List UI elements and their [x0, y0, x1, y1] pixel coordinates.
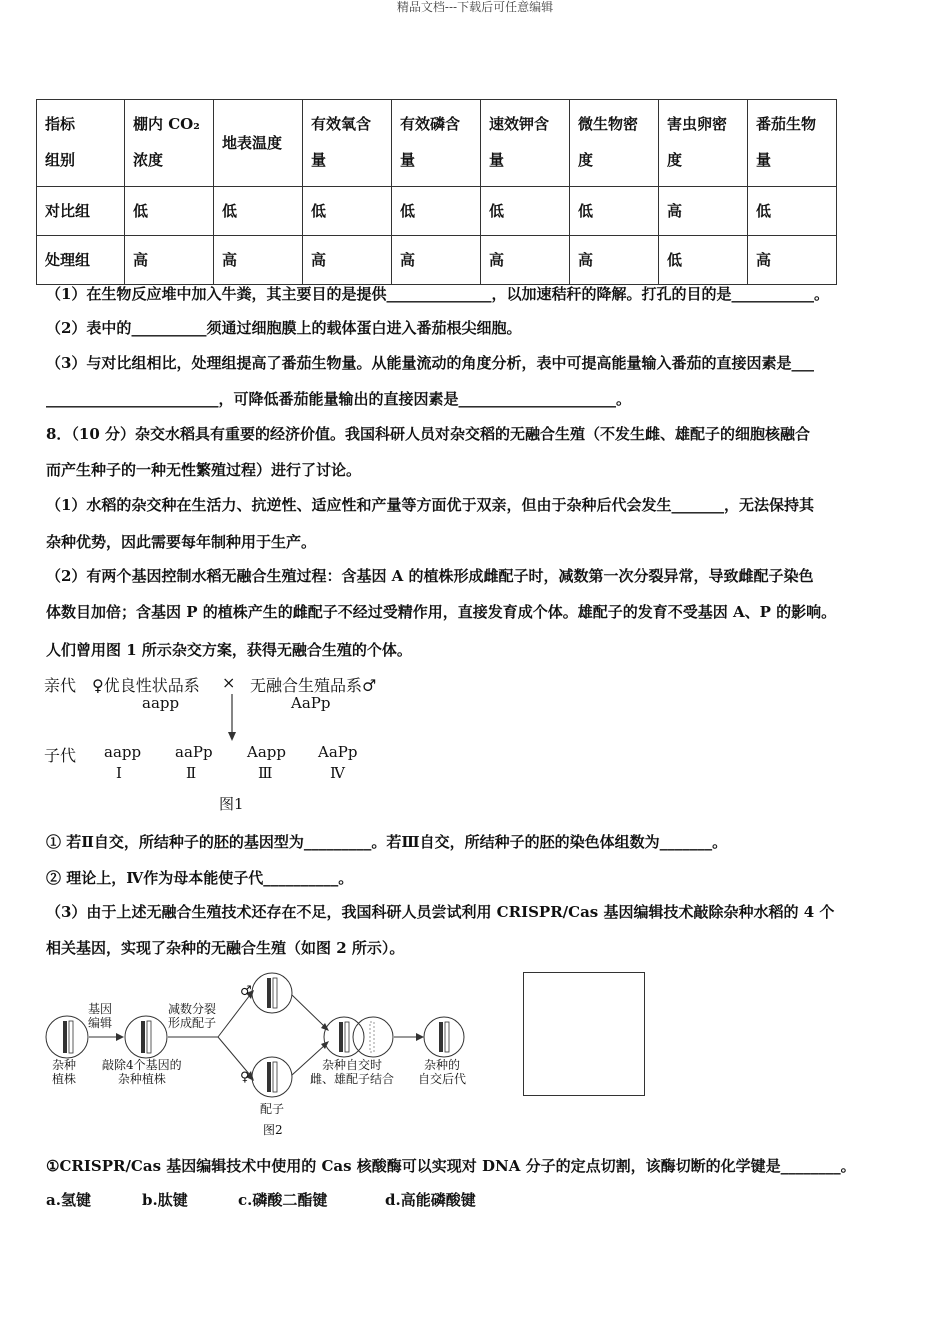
fig1-numeral: Ⅲ [258, 764, 273, 782]
option-d: d.高能磷酸键 [385, 1191, 476, 1209]
cell-text: 有效氧含 [311, 115, 372, 133]
fig1-male: 无融合生殖品系♂ [250, 676, 377, 695]
table-cell: 对比组 [37, 187, 125, 236]
table-cell: 高 [570, 236, 659, 285]
cell-text: 浓度 [133, 151, 164, 169]
fig2-male-symbol: ♂ [240, 984, 252, 999]
cell-text: 指标 [45, 115, 76, 133]
question-8-2-cont: 体数目加倍；含基因 P 的植株产生的雌配子不经过受精作用，直接发育成个体。雄配子的发育不受基因 A、P 的影响。 [46, 603, 837, 621]
option-b: b.肽键 [142, 1191, 188, 1209]
table-cell: 高 [303, 236, 392, 285]
table-cell: 高 [748, 236, 837, 285]
question-8-2: （2）有两个基因控制水稻无融合生殖过程：含基因 A 的植株形成雌配子时，减数第一次分裂异常，导致雌配子染色 [46, 567, 814, 585]
table-row [37, 187, 837, 236]
cell-text: 量 [311, 151, 327, 169]
page-header: 精品文档---下载后可任意编辑 [396, 0, 554, 14]
fig2-offspring-label [418, 1058, 466, 1086]
question-8-3-cont: 相关基因，实现了杂种的无融合生殖（如图 2 所示）。 [46, 939, 405, 957]
fig1-child-genotype: aaPp [175, 743, 213, 761]
fig2-female-symbol: ♀ [240, 1070, 250, 1085]
fig2-step1-label [88, 1002, 112, 1030]
header-cell [392, 100, 481, 187]
table-cell: 低 [481, 187, 570, 236]
fig1-child-genotype: AaPp [318, 743, 358, 761]
question-8-intro: 8．（10 分）杂交水稻具有重要的经济价值。我国科研人员对杂交稻的无融合生殖（不发生雌、雄配子的细胞核融合 [46, 425, 811, 443]
fig1-child-label: 子代 [44, 746, 77, 765]
table-cell: 低 [570, 187, 659, 236]
table-cell: 高 [659, 187, 748, 236]
fig1-caption: 图1 [219, 795, 244, 813]
cell-text: 有效磷含 [400, 115, 461, 133]
fig1-child-genotype: aapp [104, 743, 142, 761]
cell-text: 地表温度 [222, 134, 283, 152]
table-cell: 低 [125, 187, 214, 236]
cell-text: 量 [756, 151, 772, 169]
header-cell [748, 100, 837, 187]
fig2-edited-label [102, 1058, 182, 1086]
cell-hybrid [46, 1016, 88, 1058]
cell-text: 组别 [45, 151, 76, 169]
cell-text: 番茄生物 [756, 115, 817, 133]
fig2-caption: 图2 [263, 1123, 283, 1137]
question-7-2: （2）表中的__________须通过细胞膜上的载体蛋白进入番茄根尖细胞。 [46, 319, 522, 337]
question-8-1: （1）水稻的杂交种在生活力、抗逆性、适应性和产量等方面优于双亲，但由于杂种后代会发生_______，无法保持其 [46, 496, 814, 514]
cell-offspring [424, 1017, 464, 1057]
fig1-female: ♀优良性状品系 [92, 676, 200, 695]
header-cell [481, 100, 570, 187]
fig1-parent-label: 亲代 [44, 676, 77, 695]
label-text: 杂种自交时 [322, 1058, 383, 1072]
cell-text: 量 [400, 151, 416, 169]
cell-female-gamete [252, 1057, 292, 1097]
cell-text: 速效钾含 [489, 115, 550, 133]
label-text: 杂种植株 [117, 1072, 166, 1086]
table-cell: 低 [392, 187, 481, 236]
fig1-cross: × [222, 673, 236, 692]
table-cell: 处理组 [37, 236, 125, 285]
cell-text: 害虫卵密 [667, 115, 728, 133]
cell-text: 度 [667, 151, 683, 169]
question-8-2-cont2: 人们曾用图 1 所示杂交方案，获得无融合生殖的个体。 [46, 641, 412, 659]
label-text: 雌、雄配子结合 [310, 1072, 395, 1086]
question-7-1: （1）在生物反应堆中加入牛粪，其主要目的是提供______________，以加速秸秆的降解。打孔的目的是___________。 [46, 285, 829, 303]
label-text: 基因 [88, 1002, 113, 1016]
cell-text: 度 [578, 151, 594, 169]
fig1-numeral: Ⅳ [330, 764, 345, 782]
label-text: 杂种的 [424, 1058, 461, 1072]
cell-text: 微生物密 [578, 115, 639, 133]
cell-edited [125, 1016, 167, 1058]
question-8-3: （3）由于上述无融合生殖技术还存在不足，我国科研人员尝试利用 CRISPR/Cas 基因编辑技术敲除杂种水稻的 4 个 [46, 903, 835, 921]
table-cell: 高 [481, 236, 570, 285]
question-8-1-cont: 杂种优势，因此需要每年制种用于生产。 [46, 533, 317, 551]
question-8-2-sub1: ① 若Ⅱ自交，所结种子的胚的基因型为_________。若Ⅲ自交，所结种子的胚的染色体组数为_______。 [46, 833, 728, 851]
table-cell: 高 [214, 236, 303, 285]
label-text: 形成配子 [168, 1016, 217, 1030]
table-cell: 低 [659, 236, 748, 285]
header-cell [214, 100, 303, 187]
fig1-male-genotype: AaPp [291, 694, 331, 712]
table-cell: 高 [392, 236, 481, 285]
fig1-numeral: Ⅰ [116, 764, 122, 782]
cell-fusion [324, 1017, 393, 1057]
cell-male-gamete [252, 973, 292, 1013]
empty-figure-box [523, 972, 645, 1096]
label-text: 植株 [52, 1072, 77, 1086]
label-text: 敲除4个基因的 [102, 1058, 182, 1072]
fig2-step2-label [168, 1002, 216, 1030]
header-cell [570, 100, 659, 187]
label-text: 减数分裂 [168, 1002, 217, 1016]
header-cell [303, 100, 392, 187]
table-cell: 低 [214, 187, 303, 236]
fig2-fusion-label [310, 1058, 394, 1086]
question-7-3: （3）与对比组相比，处理组提高了番茄生物量。从能量流动的角度分析，表中可提高能量输入番茄的直接因素是___ [46, 354, 814, 372]
fig2-gamete-label: 配子 [260, 1102, 285, 1116]
table-header-row [37, 100, 837, 187]
question-8-3-sub1: ①CRISPR/Cas 基因编辑技术中使用的 Cas 核酸酶可以实现对 DNA 分子的定点切割，该酶切断的化学键是________。 [46, 1157, 856, 1175]
fig1-child-genotype: Aapp [247, 743, 286, 761]
question-8-intro-cont: 而产生种子的一种无性繁殖过程）进行了讨论。 [46, 461, 362, 479]
cell-text: 棚内 CO₂ [133, 115, 200, 133]
label-text: 编辑 [88, 1016, 113, 1030]
fig1-female-genotype: aapp [142, 694, 180, 712]
fig1-arrow [222, 694, 242, 742]
option-a: a.氢键 [46, 1191, 91, 1209]
fig2-hybrid-label [52, 1058, 76, 1086]
question-8-2-sub2: ② 理论上，Ⅳ作为母本能使子代__________。 [46, 869, 354, 887]
data-table [36, 99, 837, 285]
table-cell: 高 [125, 236, 214, 285]
label-text: 杂种 [52, 1058, 77, 1072]
table-cell: 低 [748, 187, 837, 236]
option-c: c.磷酸二酯键 [238, 1191, 328, 1209]
question-7-3-cont: _______________________，可降低番茄能量输出的直接因素是_____________________。 [46, 390, 632, 408]
label-text: 自交后代 [418, 1072, 467, 1086]
header-cell [125, 100, 214, 187]
header-cell [659, 100, 748, 187]
table-row [37, 236, 837, 285]
cell-text: 量 [489, 151, 505, 169]
header-cell [37, 100, 125, 187]
fig1-numeral: Ⅱ [186, 764, 197, 782]
table-cell: 低 [303, 187, 392, 236]
